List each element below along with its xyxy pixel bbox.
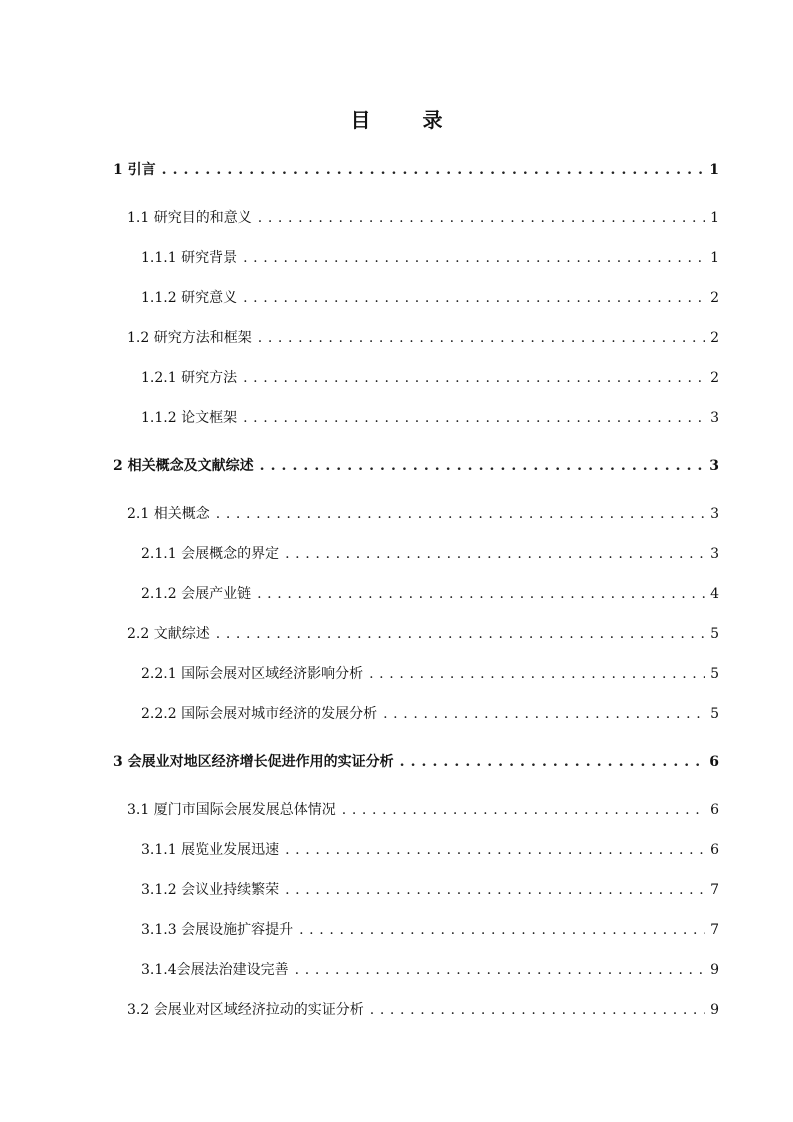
toc-dot-leader	[293, 960, 705, 980]
toc-dot-leader	[256, 328, 705, 348]
toc-page-number: 7	[710, 922, 719, 938]
toc-title: 目 录	[350, 108, 459, 132]
toc-entry-label: 1.1.2 论文框架	[141, 410, 238, 426]
toc-page-number: 6	[709, 754, 719, 770]
toc-entry-subsection-1-1-1[interactable]	[141, 248, 719, 268]
toc-dot-leader	[241, 248, 705, 268]
toc-dot-leader	[241, 368, 705, 388]
toc-entry-label: 2.2.1 国际会展对区域经济影响分析	[141, 666, 364, 682]
toc-entry-subsection-2-2-2[interactable]	[141, 704, 719, 724]
toc-entry-label: 3.1.2 会议业持续繁荣	[141, 882, 280, 898]
toc-page-number: 9	[710, 1002, 719, 1018]
toc-page-number: 3	[710, 546, 719, 562]
toc-page-number: 3	[710, 506, 719, 522]
toc-entry-chapter-1[interactable]	[113, 160, 719, 180]
toc-dot-leader	[297, 920, 705, 940]
toc-page-number: 6	[710, 802, 719, 818]
toc-entry-subsection-2-2-1[interactable]	[141, 664, 719, 684]
toc-entry-label: 1.1.1 研究背景	[141, 250, 238, 266]
toc-page-number: 2	[710, 370, 719, 386]
toc-dot-leader	[241, 408, 705, 428]
toc-entry-label: 1 引言	[113, 162, 156, 178]
toc-page-number: 4	[710, 586, 719, 602]
toc-dot-leader	[368, 1000, 705, 1020]
toc-entry-section-2-2[interactable]	[127, 624, 719, 644]
toc-page-number: 5	[710, 666, 719, 682]
toc-entry-subsection-3-1-2[interactable]	[141, 880, 719, 900]
toc-page-number: 3	[709, 458, 719, 474]
toc-dot-leader	[214, 624, 705, 644]
toc-entry-section-3-1[interactable]	[127, 800, 719, 820]
toc-dot-leader	[241, 288, 705, 308]
toc-entry-section-1-1[interactable]	[127, 208, 719, 228]
toc-entry-chapter-2[interactable]	[113, 456, 719, 476]
toc-entry-subsection-3-1-4[interactable]	[141, 960, 719, 980]
toc-entry-label: 2.2.2 国际会展对城市经济的发展分析	[141, 706, 378, 722]
toc-page-number: 2	[710, 330, 719, 346]
toc-entry-label: 2.1.2 会展产业链	[141, 586, 252, 602]
toc-page-number: 1	[710, 210, 719, 226]
toc-dot-leader	[340, 800, 705, 820]
toc-page-number: 3	[710, 410, 719, 426]
toc-entry-subsection-1-2-2[interactable]	[141, 408, 719, 428]
toc-entry-label: 3.1.1 展览业发展迅速	[141, 842, 280, 858]
toc-entry-label: 3.1.4会展法治建设完善	[141, 962, 289, 978]
toc-entry-subsection-2-1-1[interactable]	[141, 544, 719, 564]
toc-entry-subsection-1-2-1[interactable]	[141, 368, 719, 388]
toc-entry-subsection-3-1-1[interactable]	[141, 840, 719, 860]
toc-dot-leader	[398, 752, 705, 772]
toc-page-number: 6	[710, 842, 719, 858]
toc-page-number: 5	[710, 626, 719, 642]
toc-entry-section-1-2[interactable]	[127, 328, 719, 348]
toc-dot-leader	[283, 880, 705, 900]
toc-entry-section-3-2[interactable]	[127, 1000, 719, 1020]
toc-entry-label: 3 会展业对地区经济增长促进作用的实证分析	[113, 754, 394, 770]
toc-entry-label: 2.2 文献综述	[127, 626, 210, 642]
toc-entry-label: 2.1 相关概念	[127, 506, 210, 522]
toc-entry-label: 1.1 研究目的和意义	[127, 210, 252, 226]
toc-dot-leader	[214, 504, 705, 524]
toc-entry-label: 2 相关概念及文献综述	[113, 458, 254, 474]
toc-dot-leader	[258, 456, 705, 476]
toc-page-number: 9	[710, 962, 719, 978]
toc-page-number: 5	[710, 706, 719, 722]
toc-entry-subsection-2-1-2[interactable]	[141, 584, 719, 604]
toc-page-number: 1	[710, 250, 719, 266]
toc-dot-leader	[283, 544, 705, 564]
toc-dot-leader	[283, 840, 705, 860]
toc-entry-subsection-1-1-2[interactable]	[141, 288, 719, 308]
toc-entry-label: 3.2 会展业对区域经济拉动的实证分析	[127, 1002, 364, 1018]
toc-page-number: 2	[710, 290, 719, 306]
toc-page-number: 1	[709, 162, 719, 178]
toc-dot-leader	[255, 584, 705, 604]
toc-dot-leader	[367, 664, 705, 684]
toc-dot-leader	[256, 208, 705, 228]
toc-entry-section-2-1[interactable]	[127, 504, 719, 524]
toc-entry-label: 1.2.1 研究方法	[141, 370, 238, 386]
toc-entry-label: 1.2 研究方法和框架	[127, 330, 252, 346]
toc-dot-leader	[381, 704, 705, 724]
toc-page-number: 7	[710, 882, 719, 898]
toc-entry-chapter-3[interactable]	[113, 752, 719, 772]
toc-entry-subsection-3-1-3[interactable]	[141, 920, 719, 940]
toc-entry-label: 3.1 厦门市国际会展发展总体情况	[127, 802, 336, 818]
toc-entry-label: 2.1.1 会展概念的界定	[141, 546, 280, 562]
toc-dot-leader	[160, 160, 705, 180]
toc-entry-label: 1.1.2 研究意义	[141, 290, 238, 306]
toc-entry-label: 3.1.3 会展设施扩容提升	[141, 922, 294, 938]
